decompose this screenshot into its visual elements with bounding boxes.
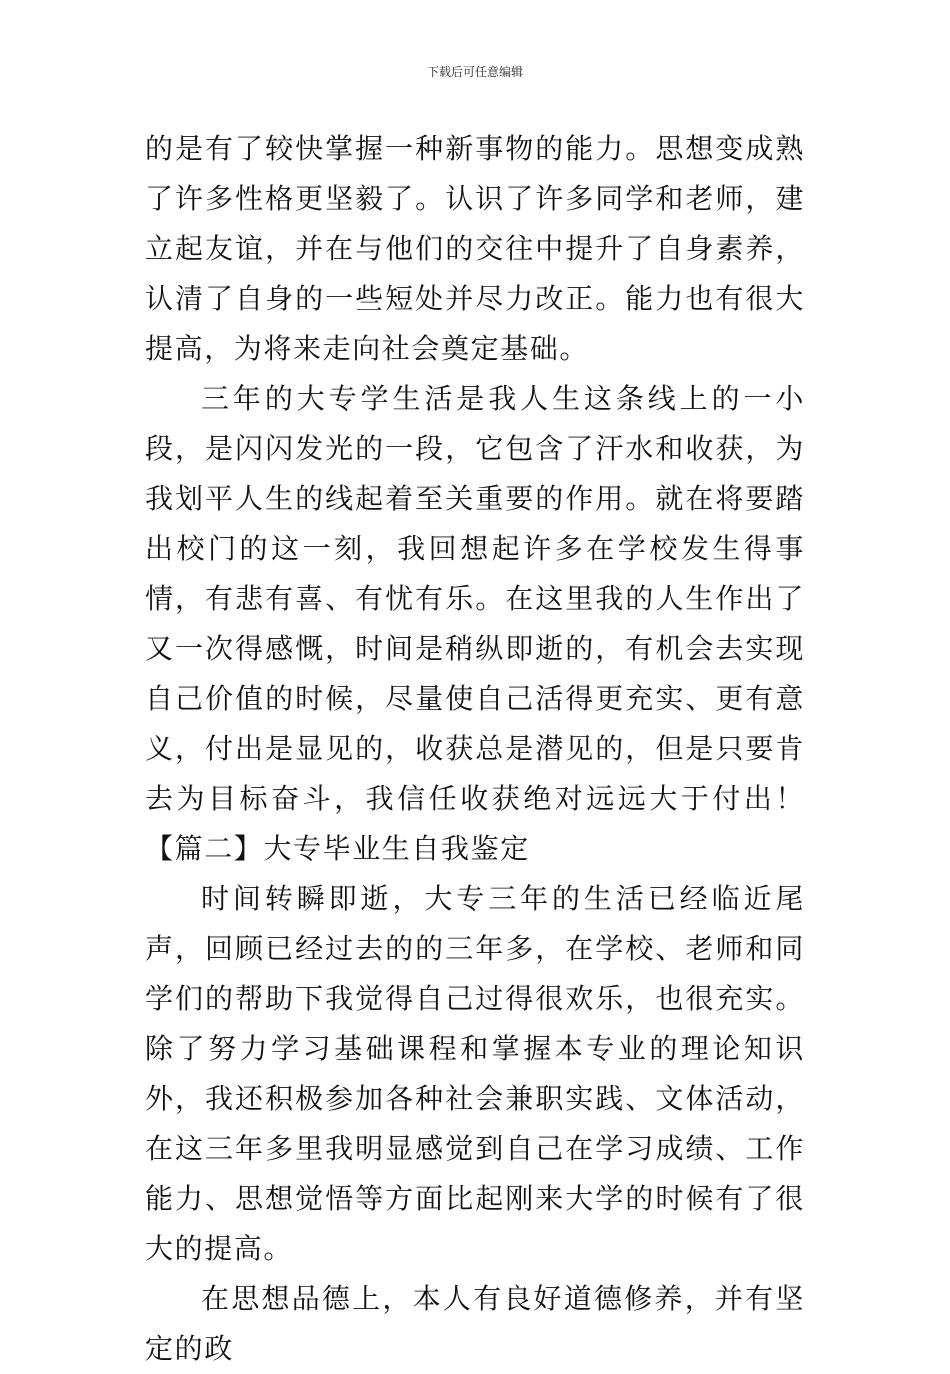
paragraph: 在思想品德上，本人有良好道德修养，并有坚定的政: [145, 1282, 805, 1365]
page-header: 下载后可任意编辑: [426, 65, 523, 79]
paragraph: 三年的大专学生活是我人生这条线上的一小段，是闪闪发光的一段，它包含了汗水和收获，为我划平人生的线起着至关重要的作用。就在将要踏出校门的这一刻，我回想起许多在学校发生得事情，有悲有喜、有忧有乐。在这里我的人生作出了又一次得感慨，时间是稍纵即逝的，有机会去实现自己价值的时候，尽量使自己活得更充实、更有意义，付出是显见的，收获总是潜见的，但是只要肯去为目标奋斗，我信任收获绝对远远大于付出！【篇二】大专毕业生自我鉴定: [145, 382, 805, 865]
document-body: [145, 124, 805, 1374]
paragraph: 时间转瞬即逝，大专三年的生活已经临近尾声，回顾已经过去的的三年多，在学校、老师和同学们的帮助下我觉得自己过得很欢乐，也很充实。除了努力学习基础课程和掌握本专业的理论知识外，我还积极参加各种社会兼职实践、文体活动，在这三年多里我明显感觉到自己在学习成绩、工作能力、思想觉悟等方面比起刚来大学的时候有了很大的提高。: [145, 882, 805, 1265]
paragraph-continuation: 的是有了较快掌握一种新事物的能力。思想变成熟了许多性格更坚毅了。认识了许多同学和老师，建立起友谊，并在与他们的交往中提升了自身素养，认清了自身的一些短处并尽力改正。能力也有很大提高，为将来走向社会奠定基础。: [145, 132, 805, 365]
